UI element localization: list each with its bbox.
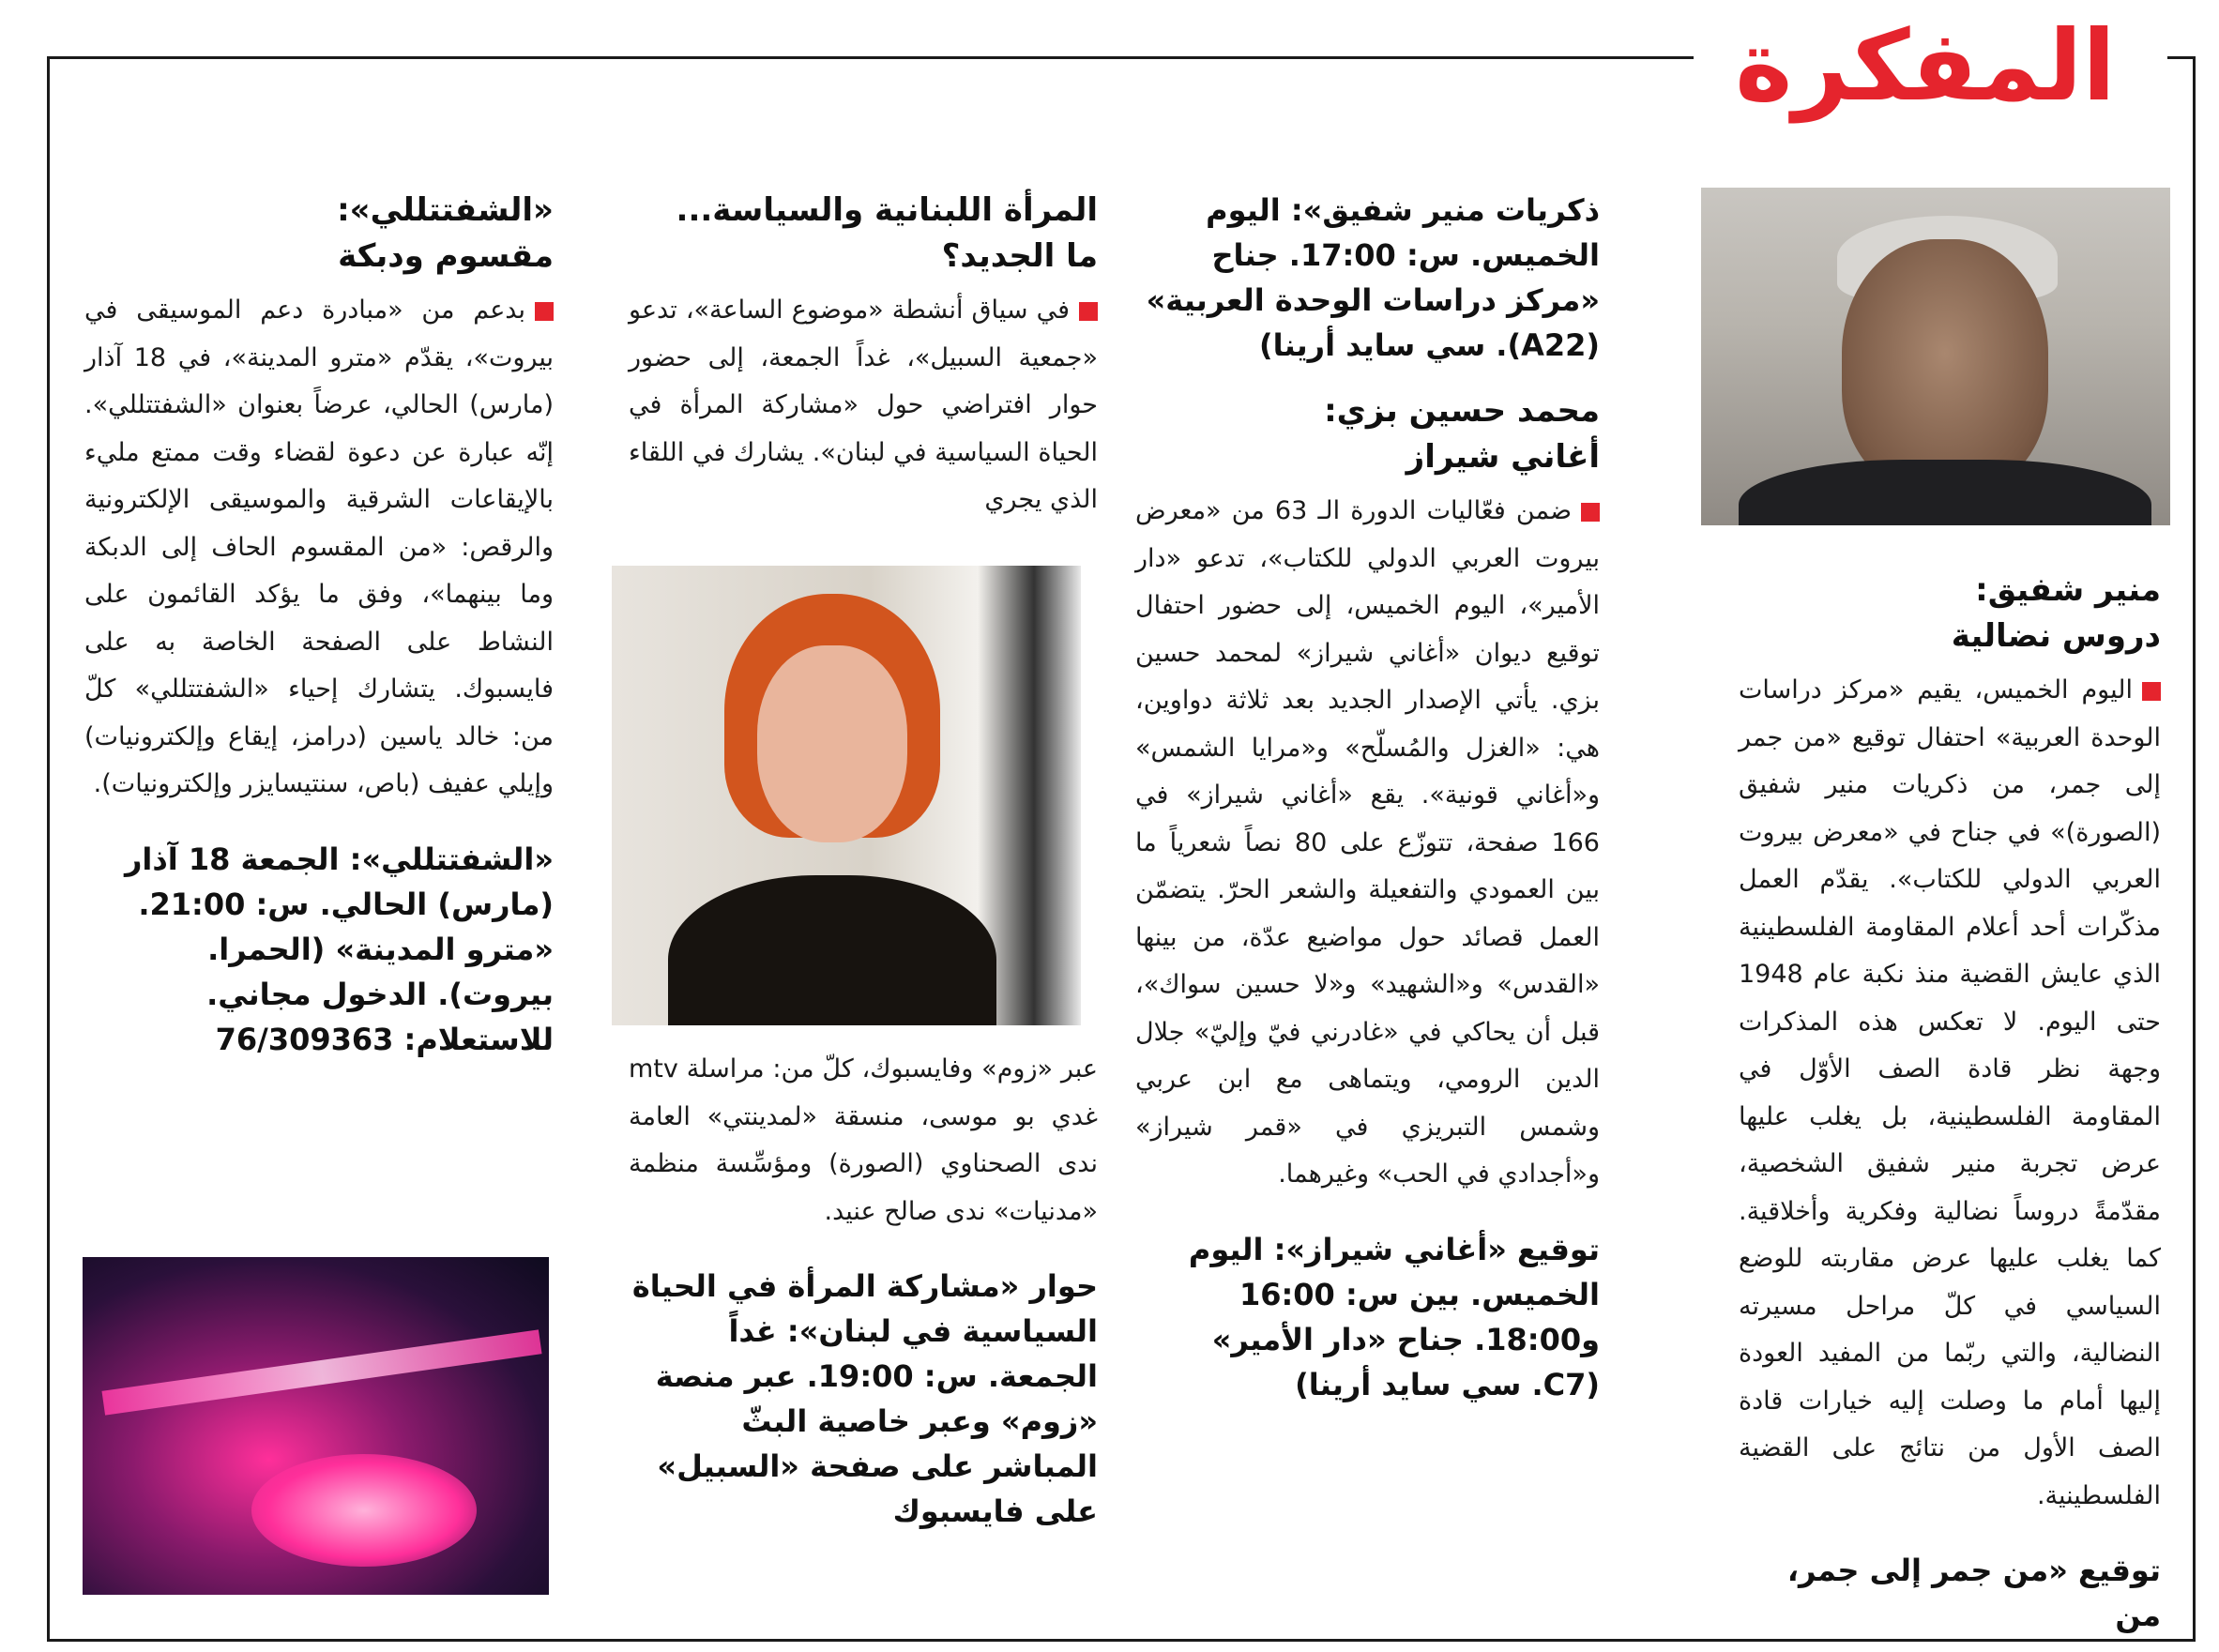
article-lebanese-women-continued: [629, 1046, 1098, 1534]
heading-line-1: «الشفتتللي»:: [337, 191, 554, 229]
article-body-text: في سياق أنشطة «موضوع الساعة»، تدعو «جمعية السبيل»، غداً الجمعة، إلى حضور حوار افتراضي حول «مشاركة المرأة في الحياة السياسية في لبنان». يشارك في اللقاء الذي يجري: [629, 296, 1098, 514]
heading-line-1: المرأة اللبنانية والسياسة...: [676, 191, 1098, 229]
article-body: [1135, 488, 1600, 1199]
heading-line-2: دروس نضالية: [1951, 617, 2161, 655]
portrait-face: [1842, 239, 2048, 493]
red-bullet-icon: [1581, 503, 1600, 522]
heading-line-2: مقسوم ودبكة: [338, 237, 554, 275]
event-info: توقيع «أغاني شيراز»: اليوم الخميس. بين س: 16:00 و18:00. جناح «دار الأمير» (C7. سي سايد أرينا): [1188, 1231, 1600, 1402]
article-body-text: بدعم من «مبادرة دعم الموسيقى في بيروت»، يقدّم «مترو المدينة»، في 18 آذار (مارس) الحالي، عرضاً بعنوان «الشفتتللي». إنّه عبارة عن دعوة لقضاء وقت ممتع مليء بالإيقاعات الشرقية والموسيقى الإلكترونية والرقص: «من المقسوم الحاف إلى الدبكة وما بينهما»، وفق ما يؤكد القائمون على النشاط على الصفحة الخاصة به على فايسبوك. يتشارك إحياء «الشفتتللي» كلّ من: خالد ياسين (درامز، إيقاع وإلكترونيات) وإيلي عفيف (باص، سنتيسايزر وإلكترونيات).: [84, 296, 554, 798]
article-lebanese-women: [629, 188, 1098, 524]
article-munir-shafiq: [1739, 568, 2161, 1638]
red-bullet-icon: [1079, 302, 1098, 321]
article-shaftatalli: [84, 188, 554, 1062]
heading-line-2: أغاني شيراز: [1406, 438, 1600, 476]
munir-shafiq-photo: [1701, 188, 2170, 525]
woman-clothing: [668, 875, 996, 1025]
event-info: توقيع «من جمر إلى جمر، من: [1786, 1553, 2161, 1633]
article-body-text: اليوم الخميس، يقيم «مركز دراسات الوحدة العربية» احتفال توقيع «من جمر إلى جمر، من ذكريات منير شفيق (الصورة)» في جناح في «معرض بيروت العربي الدولي للكتاب». يقدّم العمل مذكّرات أحد أعلام المقاومة الفلسطينية الذي عايش القضية منذ نكبة عام 1948 حتى اليوم. لا تعكس هذه المذكرات وجهة نظر قادة الصف الأوّل في المقاومة الفلسطينية، بل يغلب عليها عرض تجربة منير شفيق الشخصية، مقدّمةً دروساً نضالية وفكرية وأخلاقية. كما يغلب عليها عرض مقاربته للوضع السياسي في كلّ مراحل مسيرته النضالية، والتي ربّما من المفيد العودة إليها أمام ما وصلت إليه خيارات قادة الصف الأول من نتائج على القضية الفلسطينية.: [1739, 675, 2161, 1510]
light-streak: [101, 1329, 541, 1415]
red-bullet-icon: [535, 302, 554, 321]
article-heading: [1739, 568, 2161, 659]
article-body-text: ضمن فعّاليات الدورة الـ 63 من «معرض بيروت العربي الدولي للكتاب»، تدعو «دار الأمير»، اليوم الخميس، إلى حضور احتفال توقيع ديوان «أغاني شيراز» لمحمد حسين بزي. يأتي الإصدار الجديد بعد ثلاثة دواوين، هي: «الغزل والمُسلّح» و«مرايا الشمس» و«أغاني قونية». يقع «أغاني شيراز» في 166 صفحة، تتوزّع على 80 نصاً شعرياً ما بين العمودي والتفعيلة والشعر الحرّ. يتضمّن العمل قصائد حول مواضيع عدّة، من بينها «القدس» و«الشهيد» و«لا حسين سواك»، قبل أن يحاكي في «غادرني فيّ وإليّ» جلال الدين الرومي، ويتماهى مع ابن عربي وشمس التبريزي في «قمر شيراز» و«أجدادي في الحب» وغيرهما.: [1135, 496, 1600, 1189]
heading-line-1: محمد حسين بزي:: [1324, 392, 1600, 430]
article-body: [1739, 667, 2161, 1520]
red-bullet-icon: [2142, 682, 2161, 701]
light-glow: [251, 1454, 477, 1567]
article-heading: [629, 188, 1098, 280]
nada-sehnaoui-photo: [612, 566, 1081, 1025]
event-info: حوار «مشاركة المرأة في الحياة السياسية في لبنان»: غداً الجمعة. س: 19:00. عبر منصة «زوم» وعبر خاصية البثّ المباشر على صفحة «السبيل» على فايسبوك: [631, 1268, 1098, 1529]
article-body-bottom: عبر «زوم» وفايسبوك، كلّ من: مراسلة mtv غدي بو موسى، منسقة «لمدينتي» العامة ندى الصحناوي (الصورة) ومؤسِّسة منظمة «مدنيات» ندى صالح عنيد.: [629, 1054, 1098, 1226]
article-body: [84, 287, 554, 809]
article-heading: [84, 188, 554, 280]
portrait-suit: [1739, 460, 2151, 525]
woman-face: [757, 645, 907, 842]
article-body-top: [629, 287, 1098, 524]
article-mohammad-bazzi: [1135, 188, 1600, 1407]
article-heading: [1135, 388, 1600, 480]
concert-photo: [83, 1257, 549, 1595]
heading-line-2: ما الجديد؟: [941, 237, 1098, 275]
event-info: «الشفتتللي»: الجمعة 18 آذار (مارس) الحالي. س: 21:00. «مترو المدينة» (الحمرا. بيروت). الدخول مجاني. للاستعلام: 76/309363: [124, 841, 554, 1057]
heading-line-1: منير شفيق:: [1975, 571, 2161, 609]
event-info-top: ذكريات منير شفيق»: اليوم الخميس. س: 17:00. جناح «مركز دراسات الوحدة العربية» (A22). سي سايد أرينا): [1146, 192, 1600, 363]
masthead-title: المفكرة: [1735, 8, 2116, 123]
